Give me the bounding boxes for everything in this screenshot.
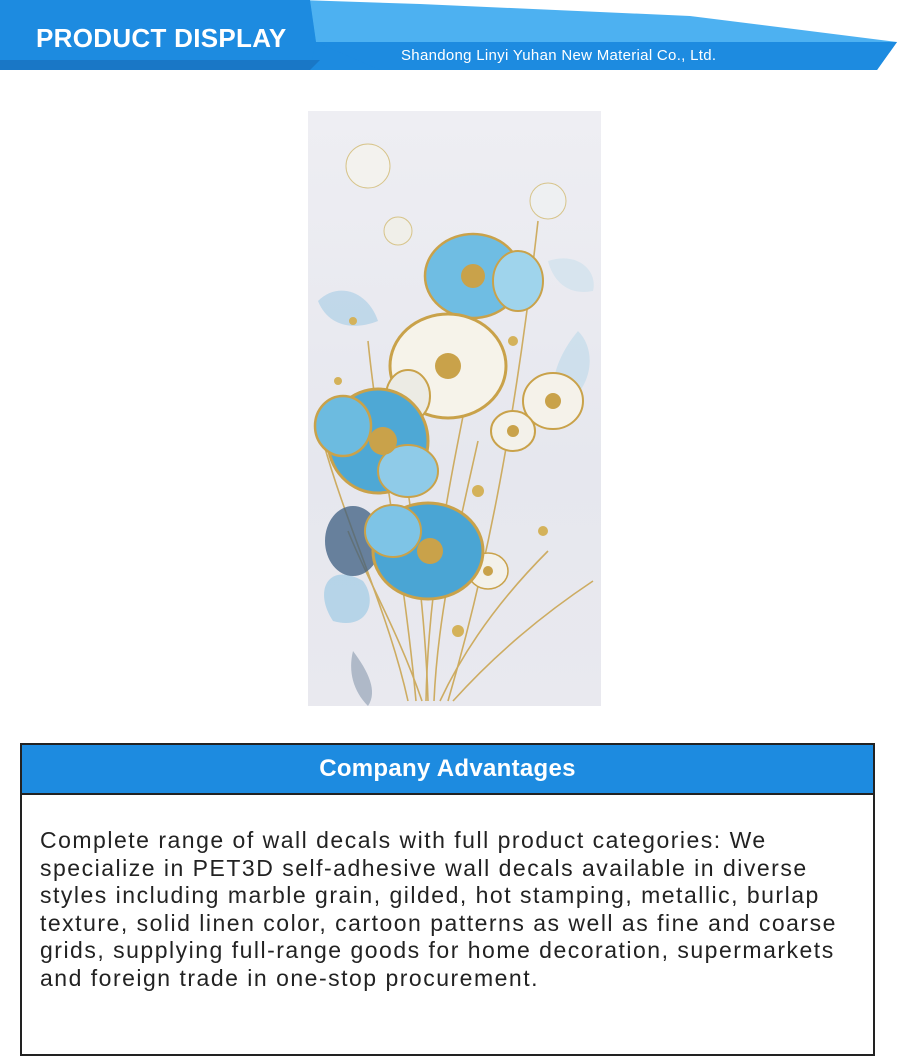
advantages-header — [22, 745, 873, 795]
header-banner — [0, 0, 897, 75]
company-name: Shandong Linyi Yuhan New Material Co., Ltd. — [401, 47, 717, 64]
company-advantages-panel — [20, 743, 875, 1056]
product-image — [308, 111, 601, 706]
floral-wall-decal-illustration — [308, 111, 601, 706]
advantages-title: Company Advantages — [319, 755, 576, 782]
banner-title: PRODUCT DISPLAY — [36, 23, 287, 53]
advantages-description: Complete range of wall decals with full product categories: We specialize in PET3D self-adhesive wall decals available in diverse styles including marble grain, gilded, hot stamping, metallic, burlap texture, solid linen color, cartoon patterns as well as fine and coarse grids, supplying full-range goods for home decoration, supermarkets and foreign trade in one-stop procurement. — [40, 827, 837, 991]
